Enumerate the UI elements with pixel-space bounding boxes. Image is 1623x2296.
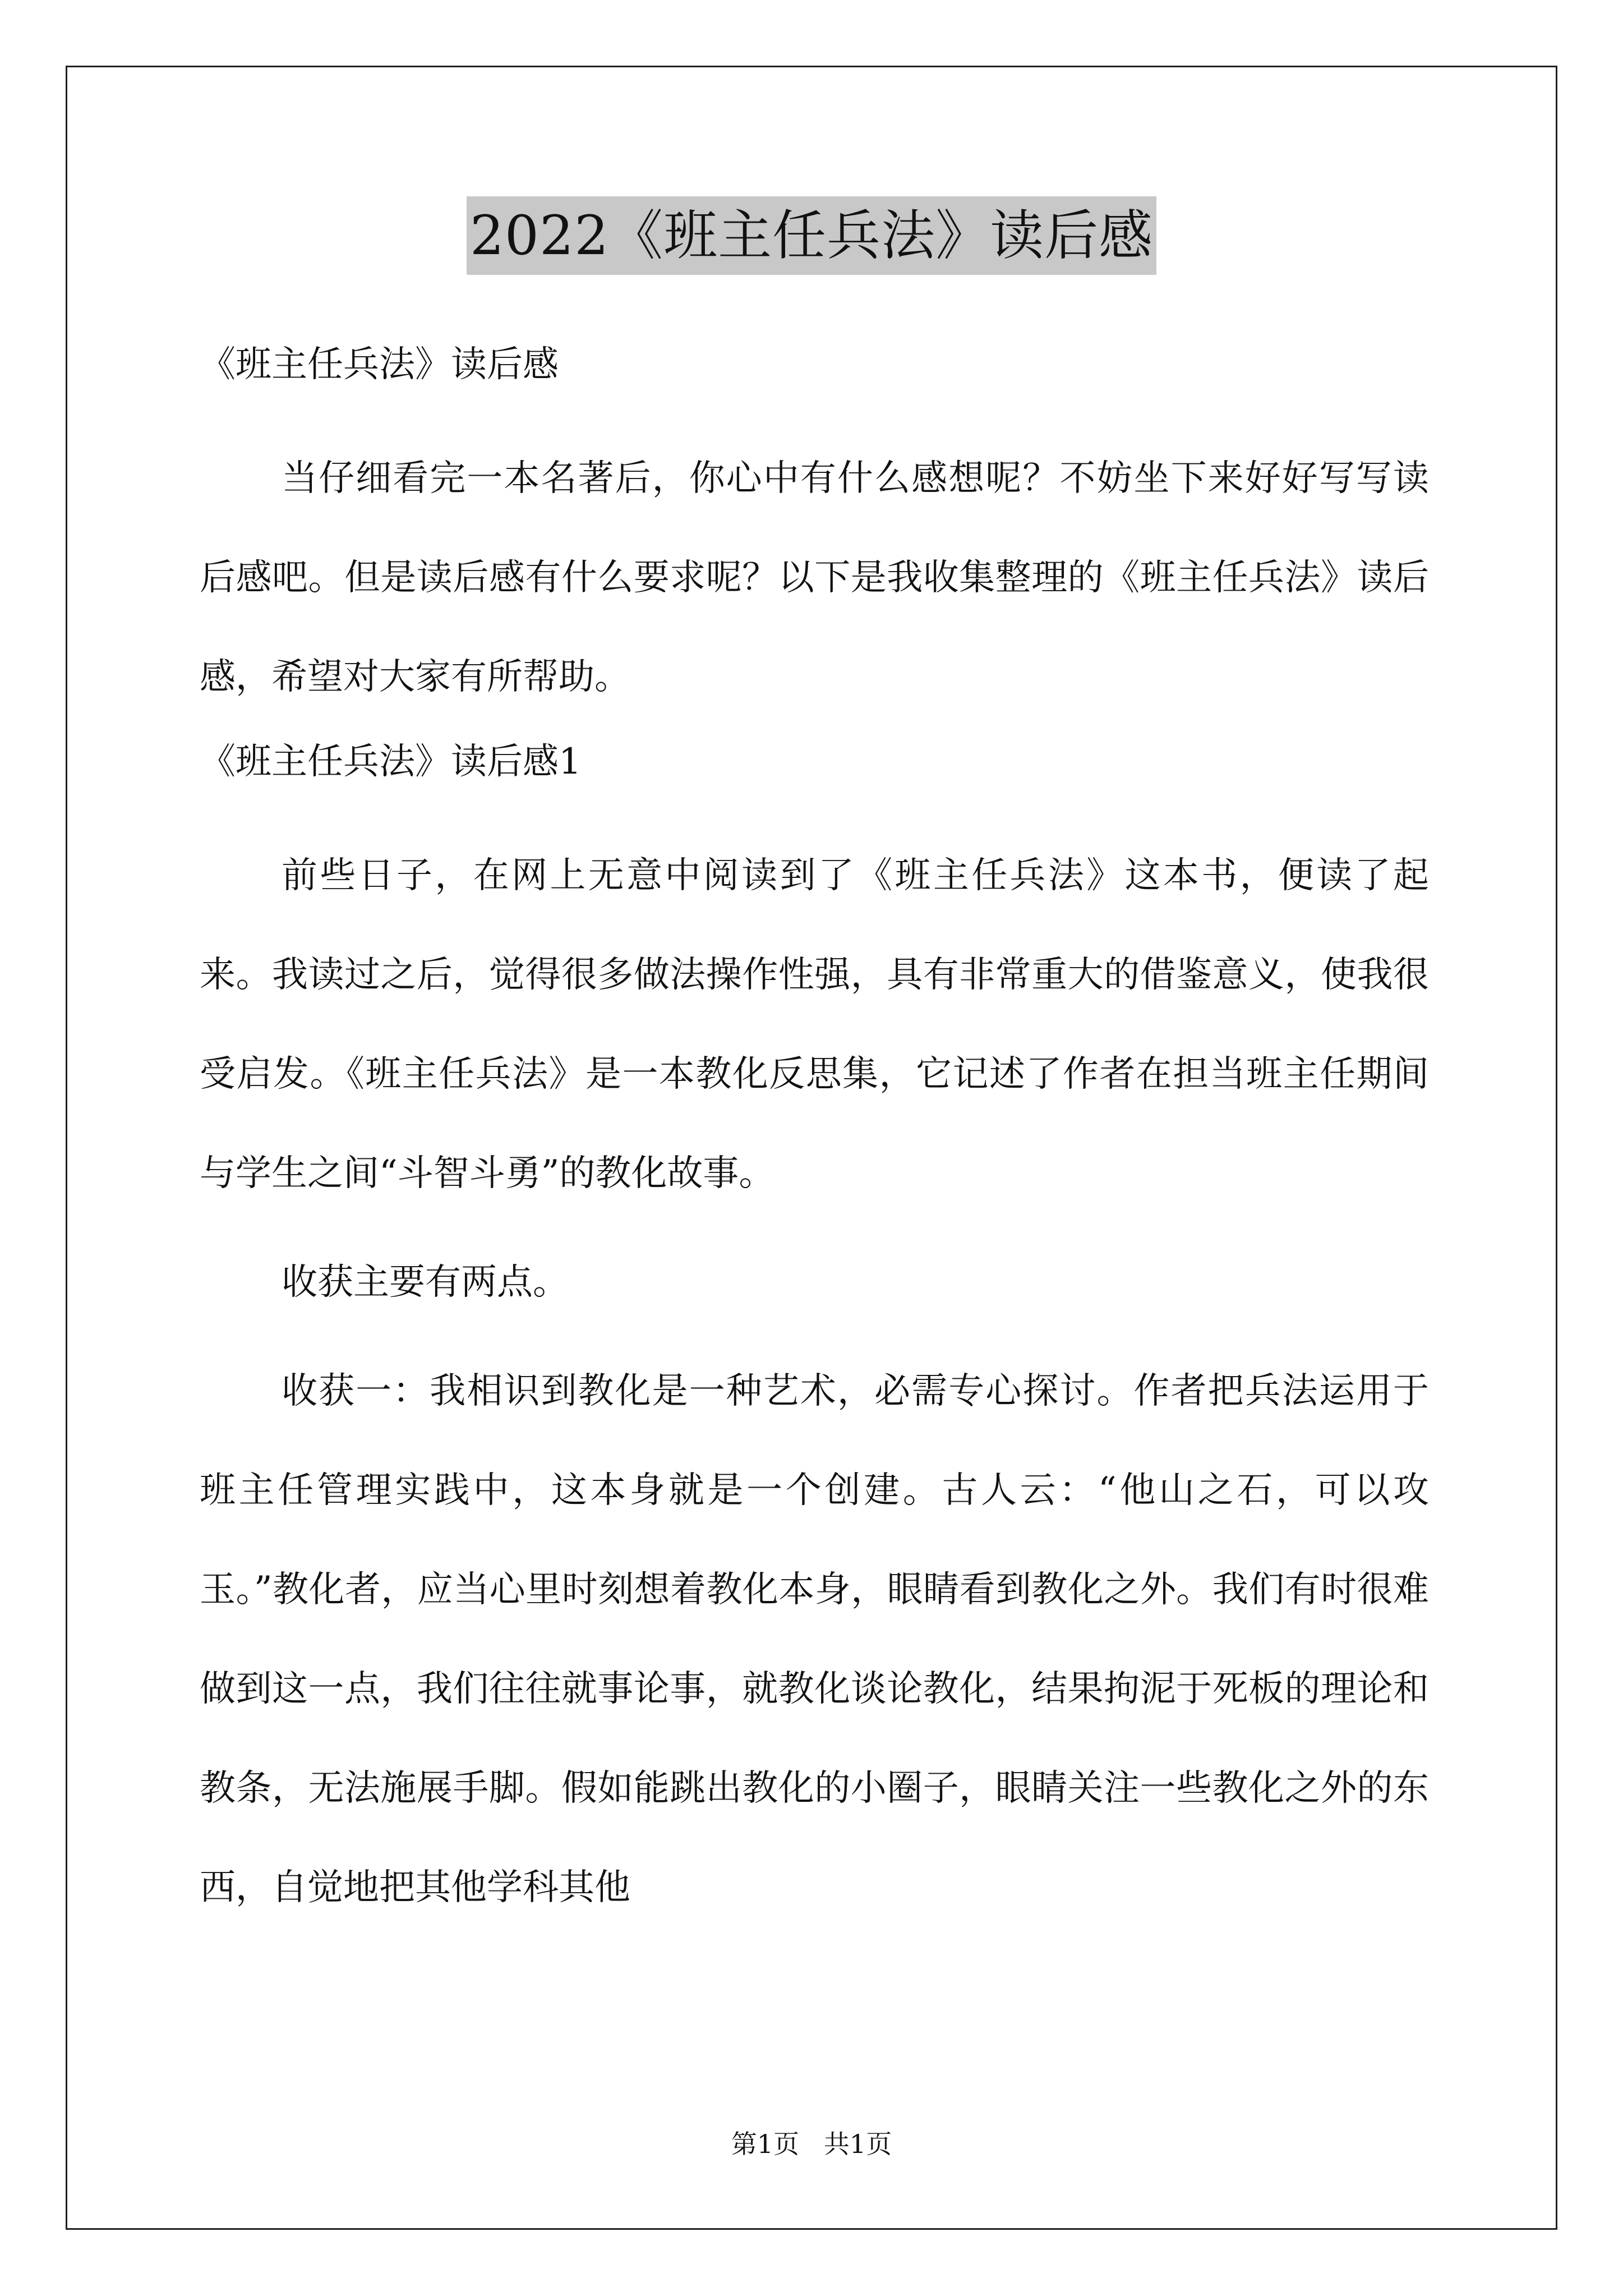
section-heading: 《班主任兵法》读后感 [200, 344, 559, 385]
title-container [0, 196, 1623, 275]
paragraph: 前些日子，在网上无意中阅读到了《班主任兵法》这本书，便读了起来。我读过之后，觉得很多做法操作性强，具有非常重大的借鉴意义，使我很受启发。《班主任兵法》是一本教化反思集，它记述了作者在担当班主任期间与学生之间“斗智斗勇”的教化故事。 [200, 855, 1429, 1194]
document-title: 2022《班主任兵法》读后感 [467, 196, 1156, 275]
page-footer: 第1页 共1页 [731, 2129, 892, 2159]
paragraph: 当仔细看完一本名著后，你心中有什么感想呢？不妨坐下来好好写写读后感吧。但是读后感有什么要求呢？以下是我收集整理的《班主任兵法》读后感，希望对大家有所帮助。 [200, 458, 1429, 698]
paragraph: 收获主要有两点。 [282, 1262, 569, 1303]
section-heading: 《班主任兵法》读后感1 [200, 741, 582, 783]
document-body [200, 339, 1429, 1947]
paragraph: 收获一：我相识到教化是一种艺术，必需专心探讨。作者把兵法运用于班主任管理实践中，这本身就是一个创建。古人云：“他山之石，可以攻玉。”教化者，应当心里时刻想着教化本身，眼睛看到教化之外。我们有时很难做到这一点，我们往往就事论事，就教化谈论教化，结果拘泥于死板的理论和教条，无法施展手脚。假如能跳出教化的小圈子，眼睛关注一些教化之外的东西，自觉地把其他学科其他 [200, 1370, 1429, 1908]
